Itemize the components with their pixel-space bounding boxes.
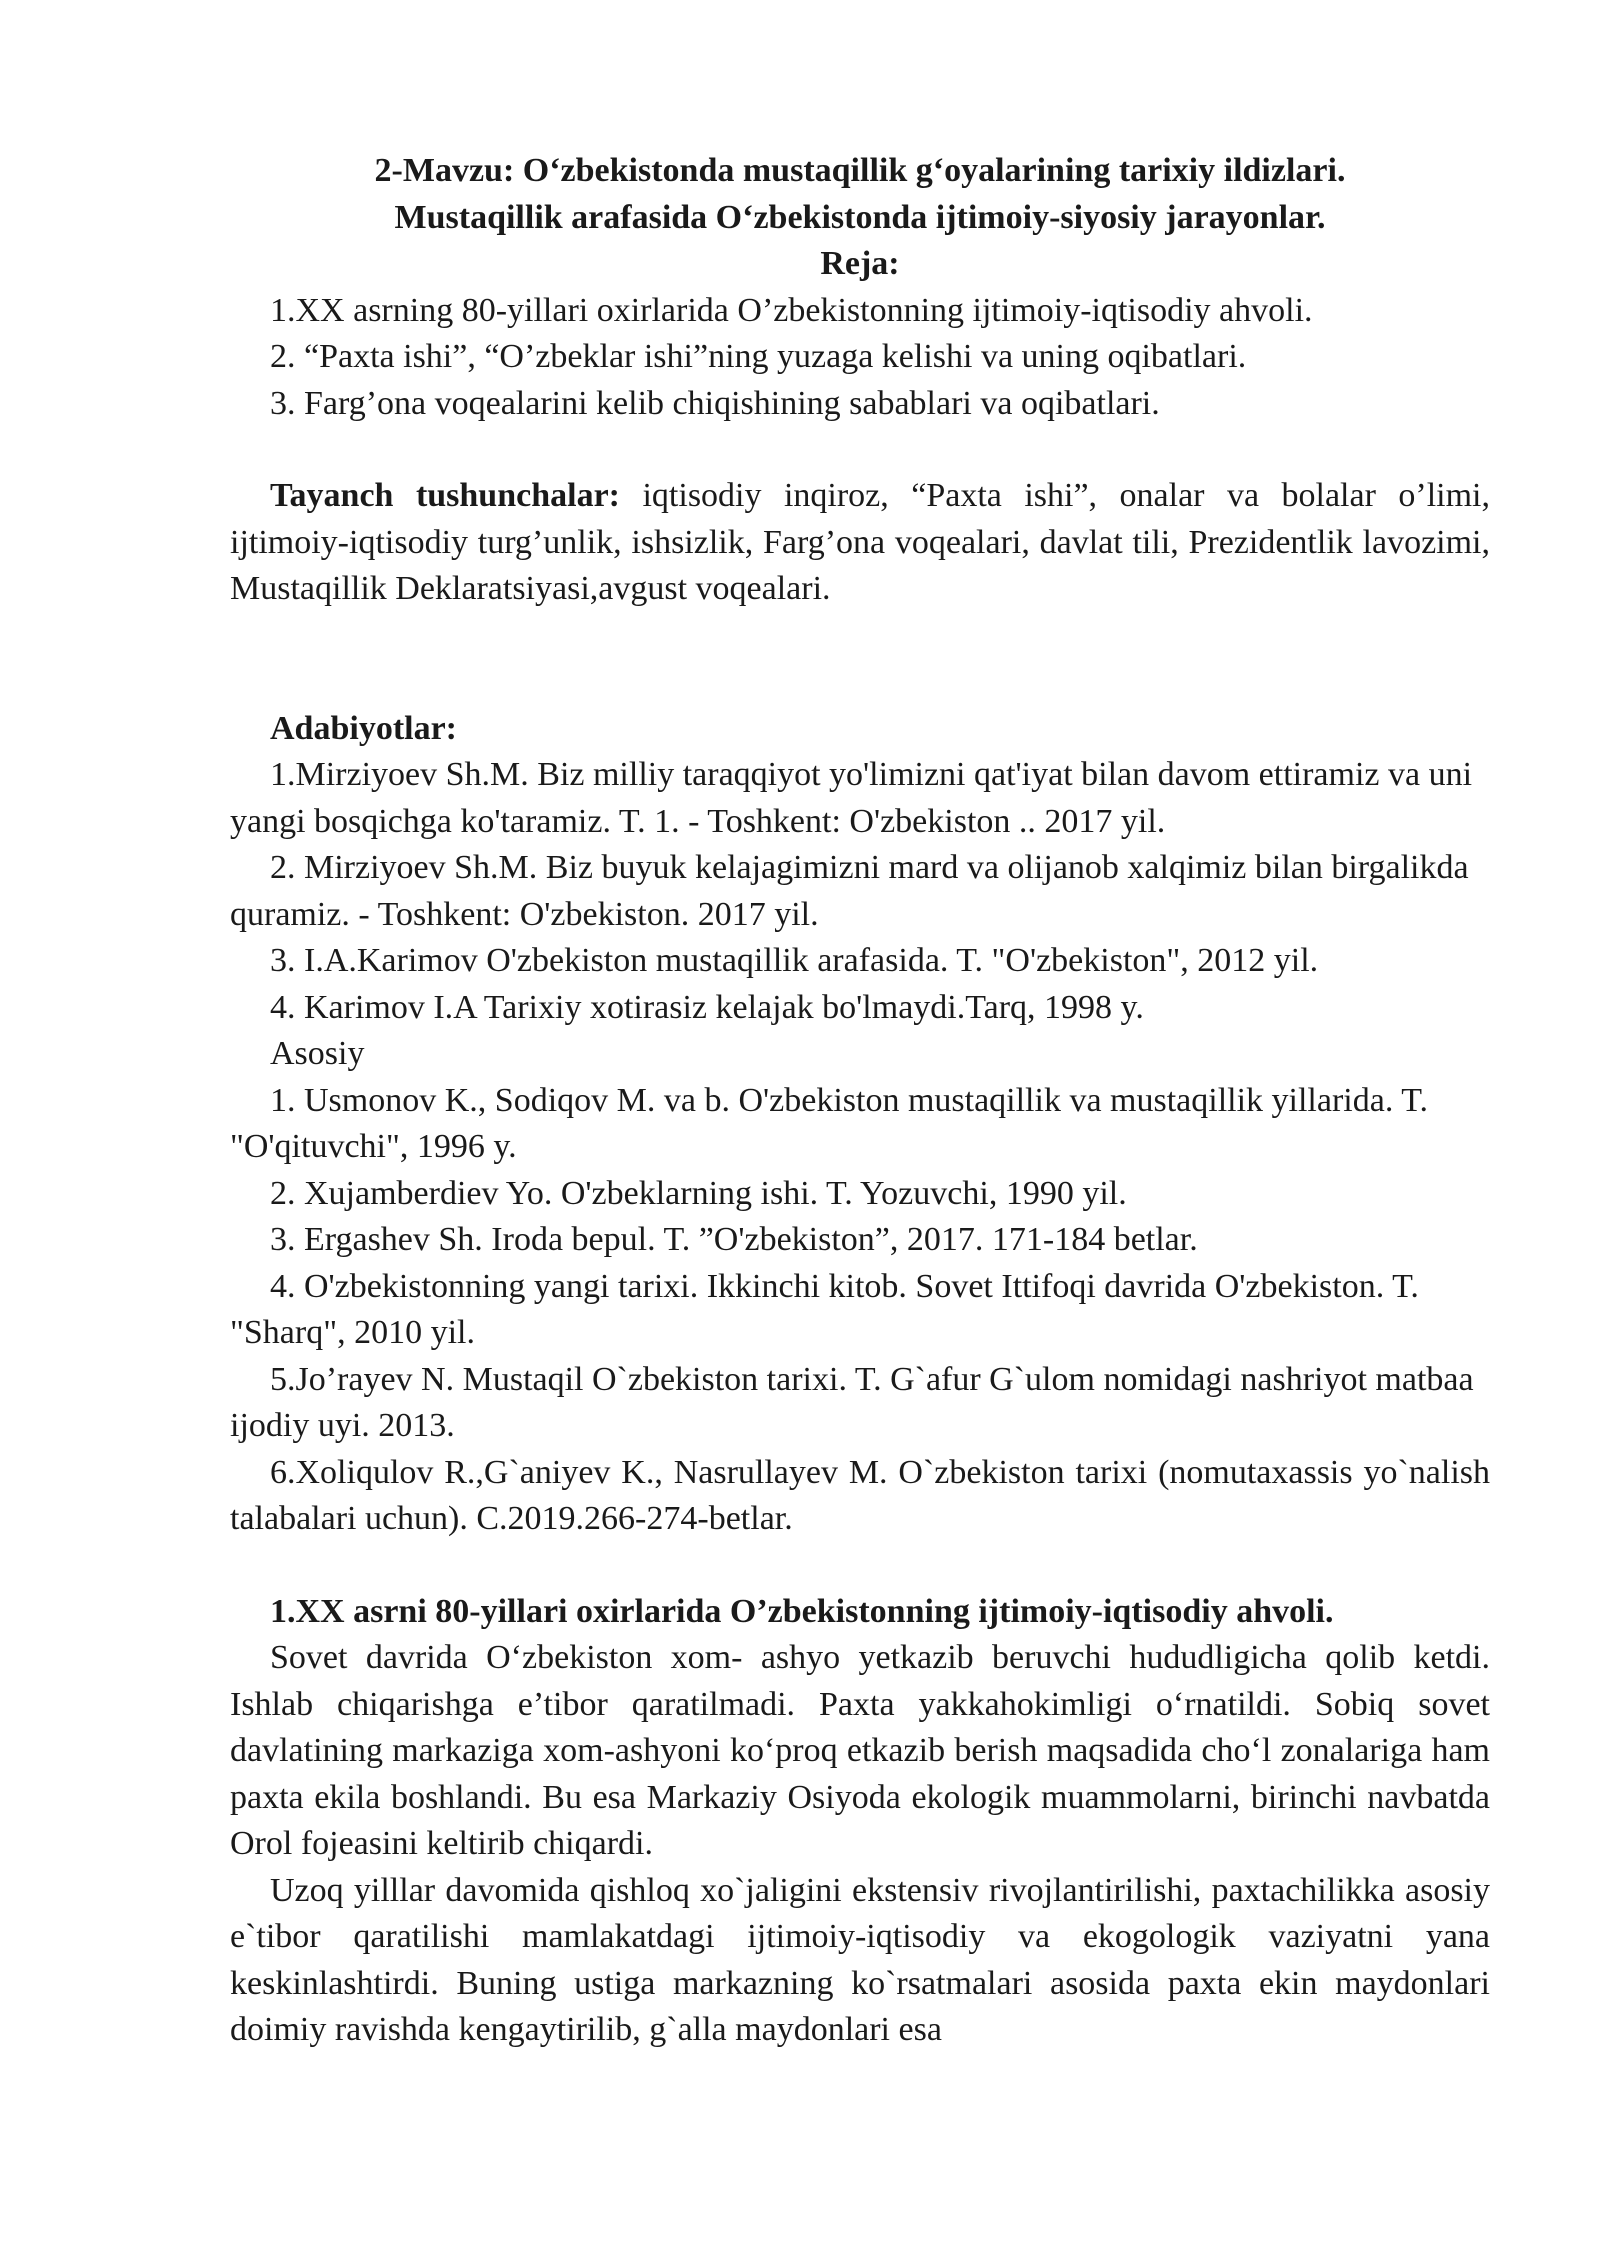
section-1-paragraph-1: Sovet davrida O‘zbekiston xom- ashyo yetkazib beruvchi hududligicha qolib ketdi. Ishlab chiqarishga e’tibor qaratilmadi. Paxta yakkahokimligi o‘rnatildi. Sobiq sovet davlatining markaziga xom-ashyoni ko‘proq etkazib berish maqsadida cho‘l zonalariga ham paxta ekila boshlandi. Bu esa Markaziy Osiyoda ekologik muammolarni, birinchi navbatda Orol fojeasini keltirib chiqardi. (230, 1639, 1490, 1862)
plan-label: Reja: (820, 245, 900, 282)
main-literature-item-4: 4. O'zbekistonning yangi tarixi. Ikkinchi kitob. Sovet Ittifoqi davrida O'zbekiston. T. "Sharq", 2010 yil. (230, 1267, 1419, 1351)
main-literature-label: Asosiy (270, 1035, 365, 1072)
literature-label: Adabiyotlar: (270, 709, 457, 747)
literature-item-2: 2. Mirziyoev Sh.M. Biz buyuk kelajagimizni mard va olijanob xalqimiz bilan birgalikda quramiz. - Toshkent: O'zbekiston. 2017 yil. (230, 849, 1469, 933)
plan-item-2: 2. “Paxta ishi”, “O’zbeklar ishi”ning yuzaga kelishi va uning oqibatlari. (270, 338, 1247, 375)
literature-item-4: 4. Karimov I.A Tarixiy xotirasiz kelajak bo'lmaydi.Tarq, 1998 y. (270, 988, 1144, 1026)
section-1-heading: 1.XX asrni 80-yillari oxirlarida O’zbekistonning ijtimoiy-iqtisodiy ahvoli. (270, 1592, 1334, 1630)
document-content (230, 148, 1490, 2054)
main-literature-item-3: 3. Ergashev Sh. Iroda bepul. T. ”O'zbekiston”, 2017. 171-184 betlar. (270, 1221, 1198, 1258)
section-1-paragraph-2: Uzoq yilllar davomida qishloq xo`jaligini ekstensiv rivojlantirilishi, paxtachilikka asosiy e`tibor qaratilishi mamlakatdagi ijtimoiy-iqtisodiy va ekogologik vaziyatni yana keskinlashtirdi. Buning ustiga markazning ko`rsatmalari asosida paxta ekin maydonlari doimiy ravishda kengaytirilib, g`alla maydonlari esa (230, 1871, 1490, 2048)
literature-item-3: 3. I.A.Karimov O'zbekiston mustaqillik arafasida. T. "O'zbekiston", 2012 yil. (270, 942, 1319, 979)
plan-item-3: 3. Farg’ona voqealarini kelib chiqishining sabablari va oqibatlari. (270, 384, 1160, 422)
title-line-1: 2-Mavzu: O‘zbekistonda mustaqillik g‘oyalarining tarixiy ildizlari. (374, 152, 1346, 189)
literature-item-1: 1.Mirziyoev Sh.M. Biz milliy taraqqiyot yo'limizni qat'iyat bilan davom ettiramiz va uni yangi bosqichga ko'taramiz. T. 1. - Toshkent: O'zbekiston .. 2017 yil. (230, 756, 1473, 840)
main-literature-item-5: 5.Jo’rayev N. Mustaqil O`zbekiston tarixi. T. G`afur G`ulom nomidagi nashriyot matbaa ijodiy uyi. 2013. (230, 1360, 1474, 1444)
key-concepts-label: Tayanch tushunchalar: (270, 477, 620, 514)
key-concepts (230, 473, 1490, 613)
key-concepts-text: iqtisodiy inqiroz, “Paxta ishi”, onalar va bolalar o’limi, ijtimoiy-iqtisodiy turg’unlik, ishsizlik, Farg’ona voqealari, davlat tili, Prezidentlik lavozimi, Mustaqillik Deklaratsiyasi,avgust voqealari. (230, 477, 1491, 607)
main-literature-item-1: 1. Usmonov K., Sodiqov M. va b. O'zbekiston mustaqillik va mustaqillik yillarida. T. "O'qituvchi", 1996 y. (230, 1081, 1428, 1165)
plan-item-1: 1.XX asrning 80-yillari oxirlarida O’zbekistonning ijtimoiy-iqtisodiy ahvoli. (270, 291, 1313, 329)
plan-list (230, 288, 1490, 428)
main-literature-item-2: 2. Xujamberdiev Yo. O'zbeklarning ishi. T. Yozuvchi, 1990 yil. (270, 1174, 1127, 1212)
main-literature-item-6: 6.Xoliqulov R.,G`aniyev K., Nasrullayev M. O`zbekiston tarixi (nomutaxassis yo`nalish talabalari uchun). C.2019.266-274-betlar. (230, 1453, 1490, 1537)
title-line-2: Mustaqillik arafasida O‘zbekistonda ijtimoiy-siyosiy jarayonlar. (394, 198, 1326, 236)
